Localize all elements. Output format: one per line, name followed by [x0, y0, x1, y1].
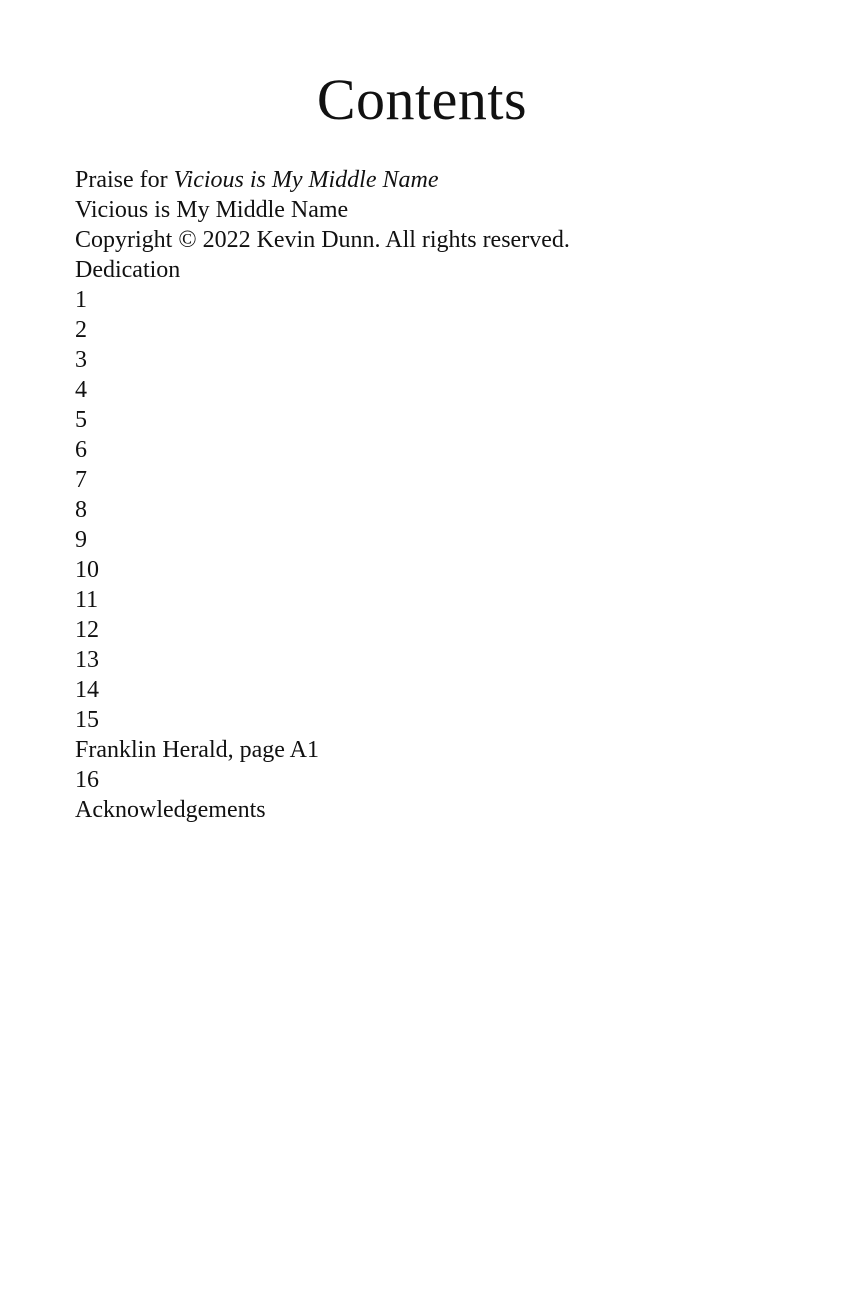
toc-item-chapter-10[interactable]: 10: [75, 557, 99, 583]
toc-item-chapter-8[interactable]: 8: [75, 497, 87, 523]
toc-item-chapter-16[interactable]: 16: [75, 767, 99, 793]
toc-item-chapter-13[interactable]: 13: [75, 647, 99, 673]
toc-item-title-page[interactable]: Vicious is My Middle Name: [75, 197, 349, 223]
toc-item-chapter-14[interactable]: 14: [75, 677, 99, 703]
toc-item-chapter-11[interactable]: 11: [75, 587, 99, 613]
toc-item-copyright[interactable]: Copyright © 2022 Kevin Dunn. All rights reserved.: [75, 227, 570, 253]
toc-item-chapter-9[interactable]: 9: [75, 527, 87, 553]
toc-item-chapter-12[interactable]: 12: [75, 617, 99, 643]
toc-item-praise-title: Vicious is My Middle Name: [173, 167, 439, 193]
toc-item-chapter-2[interactable]: 2: [75, 317, 87, 343]
toc-item-chapter-7[interactable]: 7: [75, 467, 87, 493]
toc-item-chapter-1[interactable]: 1: [75, 287, 87, 313]
toc-item-franklin-herald[interactable]: Franklin Herald, page A1: [75, 737, 319, 763]
toc-item-chapter-5[interactable]: 5: [75, 407, 87, 433]
toc-item-chapter-6[interactable]: 6: [75, 437, 87, 463]
toc-item-dedication[interactable]: Dedication: [75, 257, 181, 283]
toc-item-praise-prefix: Praise for: [75, 167, 174, 193]
toc-item-chapter-3[interactable]: 3: [75, 347, 87, 373]
toc-item-chapter-15[interactable]: 15: [75, 707, 99, 733]
page-title: Contents: [316, 67, 528, 132]
toc-item-acknowledgements[interactable]: Acknowledgements: [75, 797, 266, 823]
table-of-contents: [75, 165, 570, 825]
toc-item-chapter-4[interactable]: 4: [75, 377, 87, 403]
toc-item-praise[interactable]: [75, 165, 570, 195]
